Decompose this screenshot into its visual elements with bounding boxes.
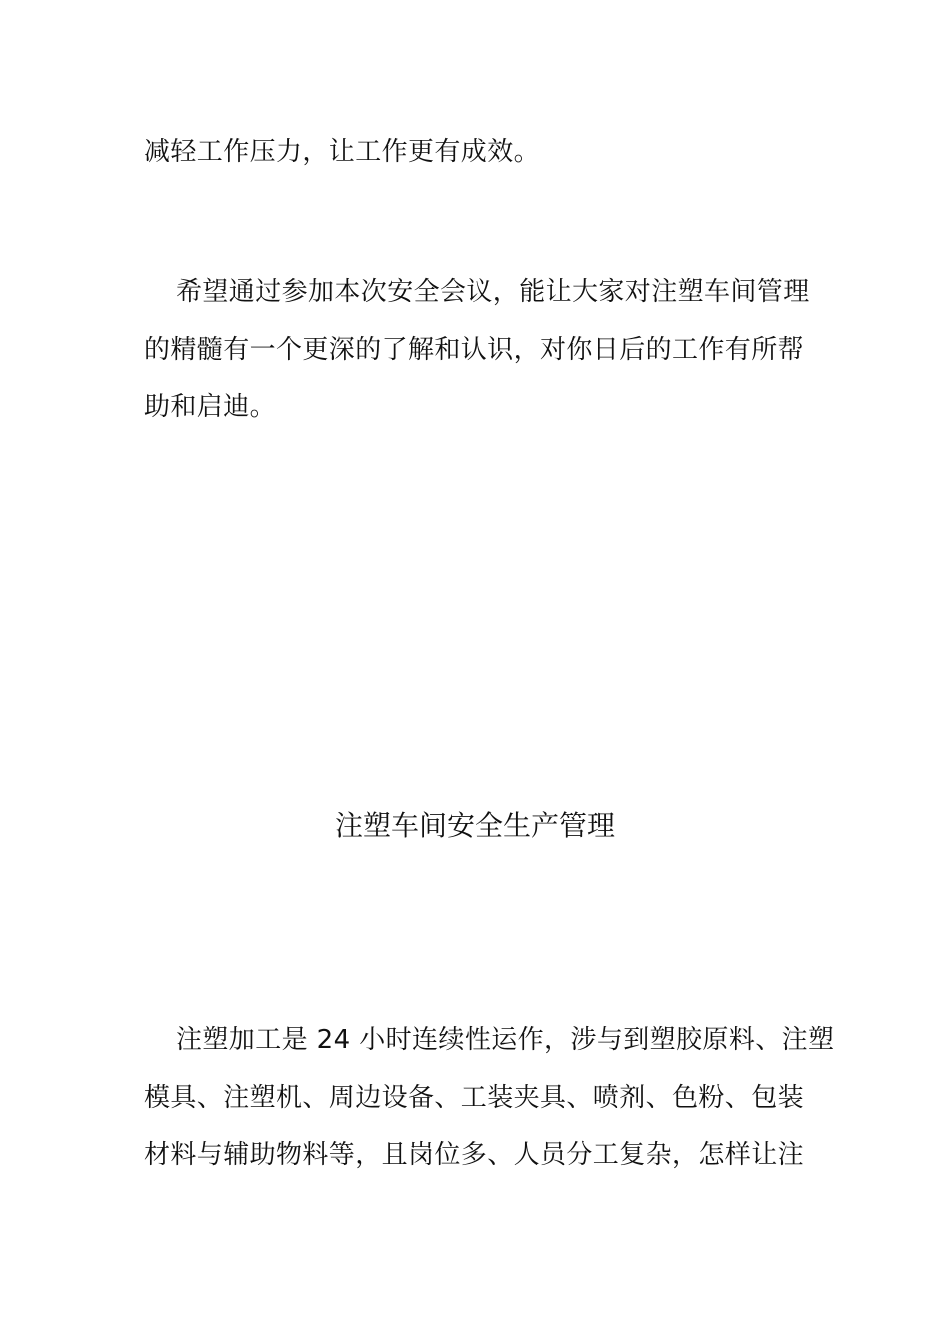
- paragraph-line: 的精髓有一个更深的了解和认识，对你日后的工作有所帮: [144, 335, 805, 365]
- paragraph-line: 注塑加工是 24 小时连续性运作，涉与到塑胶原料、注塑: [176, 1025, 835, 1055]
- paragraph-line: 希望通过参加本次安全会议，能让大家对注塑车间管理: [176, 277, 810, 307]
- paragraph-line: 材料与辅助物料等，且岗位多、人员分工复杂，怎样让注: [144, 1140, 805, 1170]
- section-title: 注塑车间安全生产管理: [334, 809, 615, 842]
- paragraph-line: 模具、注塑机、周边设备、工装夹具、喷剂、色粉、包装: [144, 1083, 805, 1113]
- paragraph-line: 助和启迪。: [144, 392, 277, 422]
- paragraph-line: 减轻工作压力，让工作更有成效。: [144, 137, 541, 167]
